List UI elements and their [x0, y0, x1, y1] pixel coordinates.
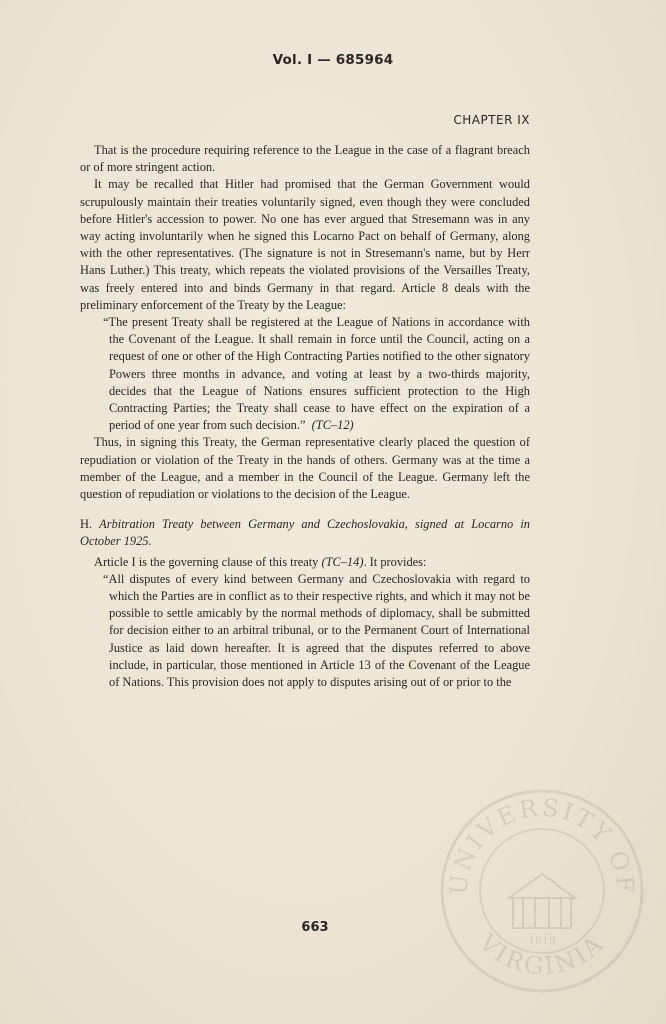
paragraph-text: Article I is the governing clause of this treaty	[94, 554, 319, 569]
block-quote	[103, 314, 530, 434]
svg-text:VIRGINIA: VIRGINIA	[473, 928, 611, 981]
university-seal-watermark	[437, 786, 647, 996]
rotunda-icon	[509, 874, 575, 928]
section-letter: H.	[80, 517, 93, 532]
paragraph	[80, 554, 530, 571]
page-number: 663	[301, 920, 329, 935]
running-header: Vol. I — 685964	[272, 52, 394, 68]
paragraph: That is the procedure requiring reference to the League in the case of a flagrant breach or of more stringent action.	[80, 143, 530, 175]
svg-text:UNIVERSITY OF: UNIVERSITY OF	[444, 793, 640, 897]
paragraph: It may be recalled that Hitler had promised that the German Government would scrupulously maintain their treaties voluntarily signed, even though they were concluded before Hitler's accession to power. No one has ever argued that Stresemann was in any way acting involuntarily when he signed this Locarno Pact on behalf of Germany, along with the other representatives. (The signature is not in Stresemann's name, but by Herr Hans Luther.) This treaty, which repeats the violated provisions of the Versailles Treaty, was freely entered into and binds Germany in that regard. Article 8 deals with the preliminary enforcement of the Treaty by the League:	[80, 177, 530, 312]
citation: (TC–14)	[321, 554, 364, 569]
section-heading	[80, 516, 530, 550]
citation: (TC–12)	[311, 418, 354, 433]
block-quote: “All disputes of every kind between Germany and Czechoslovakia with regard to which the Parties are in conflict as to their respective rights, and which it may not be possible to settle amicably by the normal methods of diplomacy, shall be submitted for decision either to an arbitral tribunal, or to the Permanent Court of International Justice as laid down hereafter. It is agreed that the disputes referred to above include, in particular, those mentioned in Article 13 of the Covenant of the League of Nations. This provision does not apply to disputes arising out of or prior to the	[103, 571, 530, 690]
quote-text: “The present Treaty shall be registered at the League of Nations in accordance with the Covenant of the League. It shall remain in force until the Council, acting on a request of one or other of the High Contracting Parties notified to the other signatory Powers three months in advance, and voting at least by a two-thirds majority, decides that the League of Nations ensures sufficient protection to the High Contracting Parties; the Treaty shall cease to have effect on the expiration of a period of one year from such decision.”	[103, 315, 530, 433]
body-text	[80, 142, 530, 691]
paragraph: Thus, in signing this Treaty, the German representative clearly placed the question of repudiation or violation of the Treaty in the hands of others. Germany was at the time a member of the League, and a member in the Council of the League. Germany left the question of repudiation or violations to the decision of the League.	[80, 435, 530, 502]
section-title: Arbitration Treaty between Germany and Czechoslovakia, signed at Locarno in October 1925.	[80, 517, 530, 549]
paragraph-text: . It provides:	[363, 554, 427, 569]
chapter-label: CHAPTER IX	[453, 113, 530, 127]
seal-year: 1819	[528, 934, 556, 947]
